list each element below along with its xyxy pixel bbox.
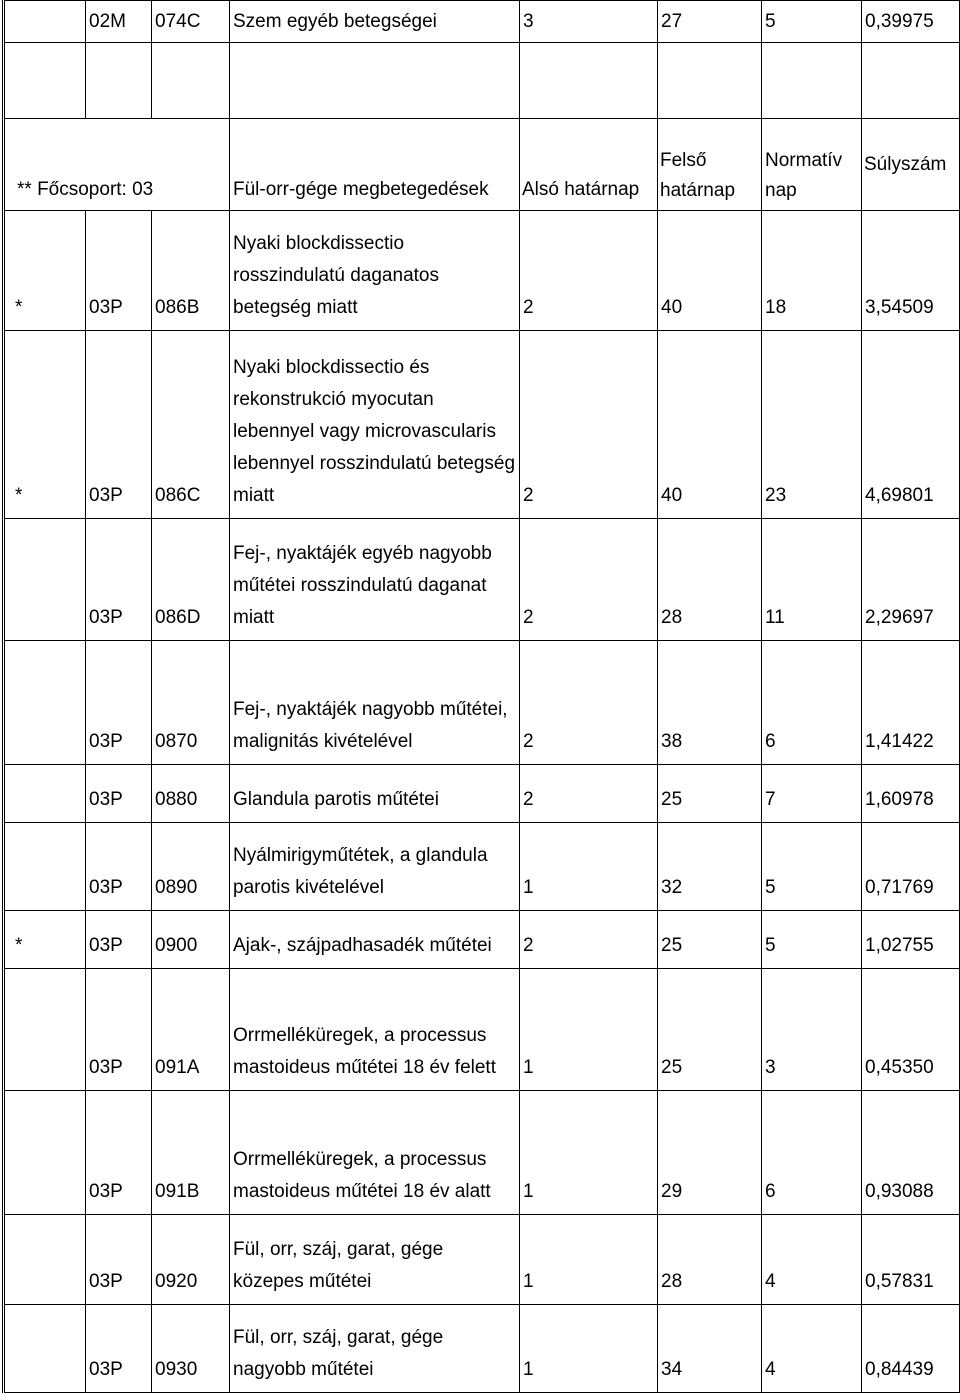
table-row [4, 911, 960, 969]
table-row [4, 211, 960, 331]
mdc-cell: 03P [86, 823, 152, 911]
weight-cell: 0,84439 [862, 1305, 960, 1393]
normative-cell: 23 [762, 331, 862, 519]
code-cell: 0920 [152, 1215, 230, 1305]
name-cell: Fül, orr, száj, garat, gége közepes műtétei [230, 1215, 520, 1305]
upper-cell: 29 [658, 1091, 762, 1215]
normative-cell: 4 [762, 1215, 862, 1305]
mdc-cell: 03P [86, 969, 152, 1091]
code-cell: 091A [152, 969, 230, 1091]
table-row [4, 331, 960, 519]
weight-cell: 1,41422 [862, 641, 960, 765]
normative-cell: 6 [762, 1091, 862, 1215]
mark-cell [4, 765, 86, 823]
mark-cell [4, 1, 86, 43]
normative-cell: 3 [762, 969, 862, 1091]
weight-cell: 0,45350 [862, 969, 960, 1091]
drg-table [2, 0, 960, 1393]
column-header-upper: Felső határnap [658, 119, 762, 211]
code-cell: 0890 [152, 823, 230, 911]
mdc-cell: 03P [86, 911, 152, 969]
blank-cell [520, 43, 658, 119]
upper-cell: 25 [658, 969, 762, 1091]
lower-cell: 2 [520, 331, 658, 519]
mdc-cell: 03P [86, 1091, 152, 1215]
blank-cell [86, 43, 152, 119]
lower-cell: 2 [520, 211, 658, 331]
mark-cell [4, 823, 86, 911]
upper-cell: 32 [658, 823, 762, 911]
mdc-cell: 03P [86, 641, 152, 765]
lower-cell: 1 [520, 969, 658, 1091]
upper-cell: 27 [658, 1, 762, 43]
blank-cell [862, 43, 960, 119]
group-header-row [4, 119, 960, 211]
code-cell: 091B [152, 1091, 230, 1215]
normative-cell: 5 [762, 1, 862, 43]
name-cell: Glandula parotis műtétei [230, 765, 520, 823]
upper-cell: 38 [658, 641, 762, 765]
code-cell: 0930 [152, 1305, 230, 1393]
upper-cell: 40 [658, 211, 762, 331]
weight-cell: 1,60978 [862, 765, 960, 823]
normative-cell: 4 [762, 1305, 862, 1393]
weight-cell: 4,69801 [862, 331, 960, 519]
table-row [4, 1, 960, 43]
upper-cell: 40 [658, 331, 762, 519]
mdc-cell: 03P [86, 331, 152, 519]
upper-cell: 25 [658, 911, 762, 969]
mark-cell [4, 519, 86, 641]
name-cell: Szem egyéb betegségei [230, 1, 520, 43]
column-header-weight: Súlyszám [862, 119, 960, 211]
mdc-cell: 02M [86, 1, 152, 43]
column-header-normative: Normatív nap [762, 119, 862, 211]
table-row [4, 641, 960, 765]
name-cell: Nyálmirigyműtétek, a glandula parotis kivételével [230, 823, 520, 911]
name-cell: Fej-, nyaktájék nagyobb műtétei, malignitás kivételével [230, 641, 520, 765]
lower-cell: 2 [520, 519, 658, 641]
weight-cell: 3,54509 [862, 211, 960, 331]
lower-cell: 1 [520, 1305, 658, 1393]
lower-cell: 2 [520, 911, 658, 969]
mdc-cell: 03P [86, 519, 152, 641]
mark-cell [4, 1305, 86, 1393]
weight-cell: 0,71769 [862, 823, 960, 911]
upper-cell: 25 [658, 765, 762, 823]
normative-cell: 11 [762, 519, 862, 641]
blank-cell [762, 43, 862, 119]
name-cell: Nyaki blockdissectio rosszindulatú daganatos betegség miatt [230, 211, 520, 331]
blank-cell [152, 43, 230, 119]
group-marker: ** Főcsoport: 03 [4, 119, 230, 211]
mark-cell [4, 1091, 86, 1215]
upper-cell: 28 [658, 519, 762, 641]
code-cell: 086C [152, 331, 230, 519]
name-cell: Orrmelléküregek, a processus mastoideus műtétei 18 év felett [230, 969, 520, 1091]
weight-cell: 0,39975 [862, 1, 960, 43]
code-cell: 086B [152, 211, 230, 331]
table-row [4, 1305, 960, 1393]
weight-cell: 2,29697 [862, 519, 960, 641]
mark-cell: * [4, 211, 86, 331]
name-cell: Nyaki blockdissectio és rekonstrukció myocutan lebennyel vagy microvascularis lebennyel rosszindulatú betegség miatt [230, 331, 520, 519]
mark-cell [4, 1215, 86, 1305]
mdc-cell: 03P [86, 1305, 152, 1393]
blank-cell [4, 43, 86, 119]
blank-row [4, 43, 960, 119]
code-cell: 0880 [152, 765, 230, 823]
mark-cell: * [4, 331, 86, 519]
group-title: Fül-orr-gége megbetegedések [230, 119, 520, 211]
lower-cell: 2 [520, 765, 658, 823]
lower-cell: 3 [520, 1, 658, 43]
upper-cell: 34 [658, 1305, 762, 1393]
blank-cell [658, 43, 762, 119]
table-row [4, 823, 960, 911]
code-cell: 074C [152, 1, 230, 43]
table-row [4, 1215, 960, 1305]
mark-cell: * [4, 911, 86, 969]
mdc-cell: 03P [86, 211, 152, 331]
table-row [4, 969, 960, 1091]
name-cell: Orrmelléküregek, a processus mastoideus műtétei 18 év alatt [230, 1091, 520, 1215]
table-row [4, 765, 960, 823]
mdc-cell: 03P [86, 1215, 152, 1305]
table-row [4, 519, 960, 641]
code-cell: 0900 [152, 911, 230, 969]
normative-cell: 5 [762, 823, 862, 911]
weight-cell: 1,02755 [862, 911, 960, 969]
blank-cell [230, 43, 520, 119]
code-cell: 086D [152, 519, 230, 641]
upper-cell: 28 [658, 1215, 762, 1305]
name-cell: Fej-, nyaktájék egyéb nagyobb műtétei rosszindulatú daganat miatt [230, 519, 520, 641]
column-header-lower: Alsó határnap [520, 119, 658, 211]
normative-cell: 18 [762, 211, 862, 331]
lower-cell: 1 [520, 1215, 658, 1305]
normative-cell: 6 [762, 641, 862, 765]
lower-cell: 1 [520, 823, 658, 911]
table-row [4, 1091, 960, 1215]
name-cell: Ajak-, szájpadhasadék műtétei [230, 911, 520, 969]
lower-cell: 2 [520, 641, 658, 765]
weight-cell: 0,57831 [862, 1215, 960, 1305]
weight-cell: 0,93088 [862, 1091, 960, 1215]
normative-cell: 7 [762, 765, 862, 823]
mdc-cell: 03P [86, 765, 152, 823]
code-cell: 0870 [152, 641, 230, 765]
normative-cell: 5 [762, 911, 862, 969]
name-cell: Fül, orr, száj, garat, gége nagyobb műtétei [230, 1305, 520, 1393]
mark-cell [4, 641, 86, 765]
mark-cell [4, 969, 86, 1091]
lower-cell: 1 [520, 1091, 658, 1215]
